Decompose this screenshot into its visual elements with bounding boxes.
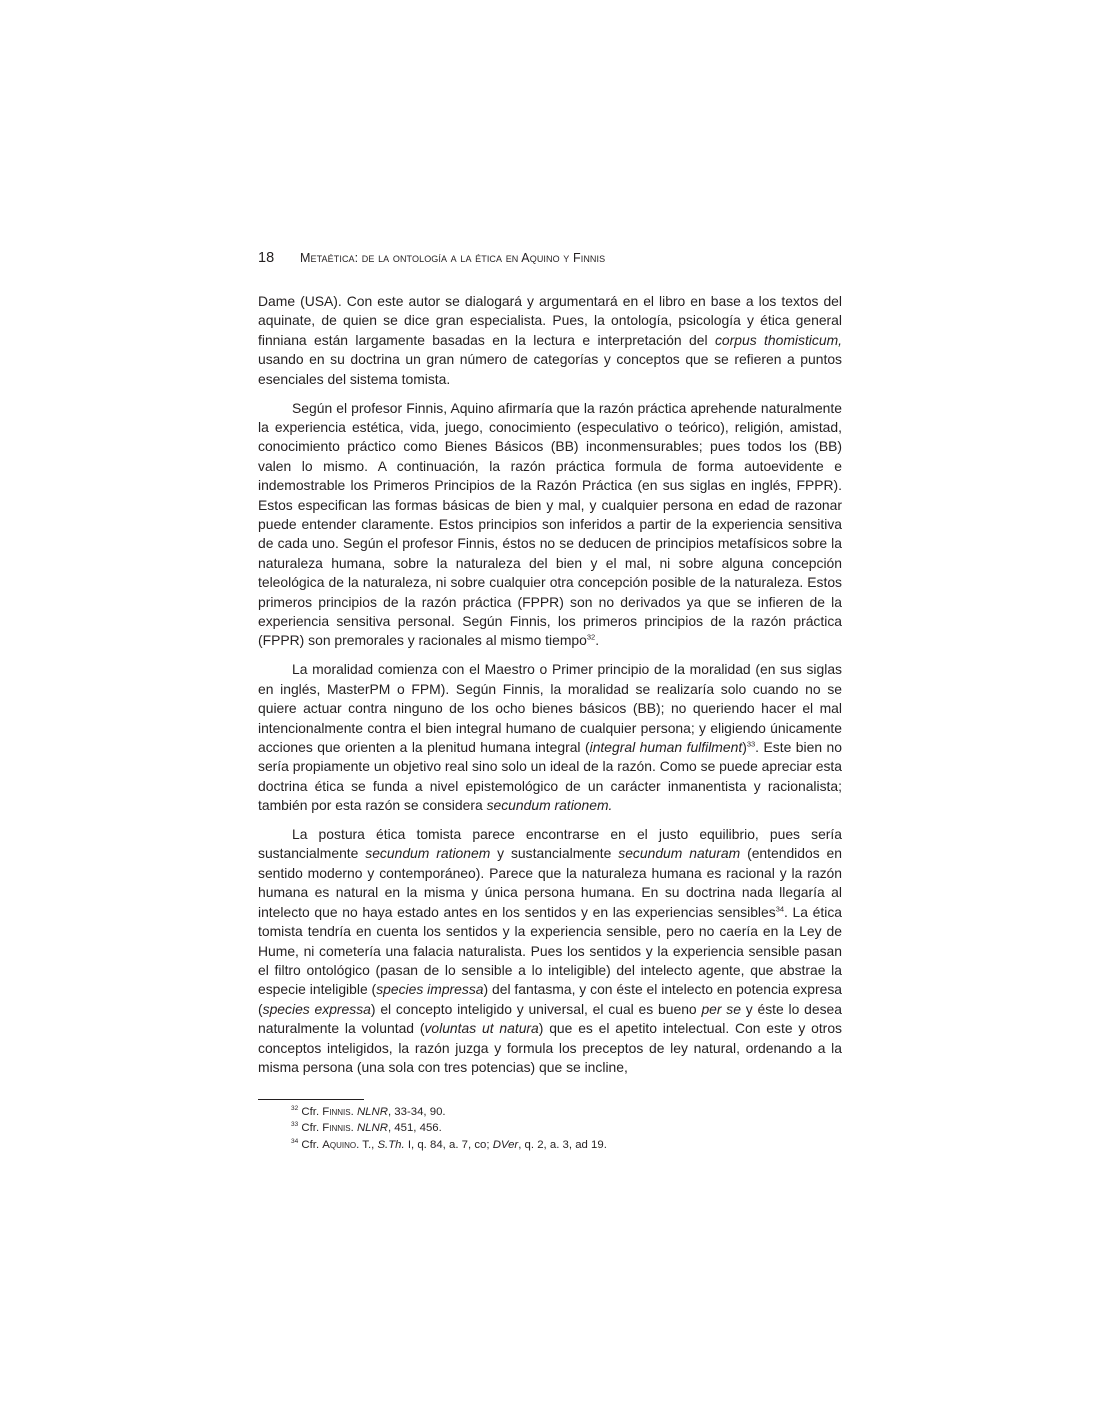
paragraph-3: La moralidad comienza con el Maestro o Primer principio de la moralidad (en sus siglas en inglés, MasterPM o FPM). Según Finnis, la moralidad se realizaría solo cuando no se quiere actuar contra ninguno de los ocho bienes básicos (BB); no queriendo hacer el mal intencionalmente contra el bien integral humano de cualquier persona; y eligiendo únicamente acciones que orienten a la plenitud humana integral (integral human fulfilment)$^{33}$. Este bien no sería propiamente un objetivo real sino solo un ideal de la razón. Como se puede apreciar esta doctrina ética se funda a nivel epistemológico de un carácter inmanentista y racionalista; también por esta razón se considera secundum rationem.	[258, 661, 842, 814]
paragraph-1: Dame (USA). Con este autor se dialogará y argumentará en el libro en base a los textos del aquinate, de quien se dice gran especialista. Pues, la ontología, psicología y ética general finniana están largamente basadas en la lectura e interpretación del corpus thomisticum, usando en su doctrina un gran número de categorías y conceptos que se refieren a puntos esenciales del sistema tomista.	[258, 293, 842, 387]
footnote-ref-34[interactable]: 34	[775, 904, 785, 914]
footnote-34: $^{34}$ Cfr. Aquino. T., S.Th. I, q. 84, a. 7, co; DVer, q. 2, a. 3, ad 19.	[291, 1138, 607, 1151]
page-number: 18	[258, 250, 275, 266]
running-title: Metaética: de la ontología a la ética en Aquino y Finnis	[300, 251, 606, 265]
footnote-divider	[258, 1099, 364, 1100]
paragraph-2: Según el profesor Finnis, Aquino afirmaría que la razón práctica aprehende naturalmente la experiencia estética, vida, juego, conocimiento (especulativo o teórico), religión, amistad, conocimiento práctico como Bienes Básicos (BB) inconmensurables; pues todos los (BB) valen lo mismo. A continuación, la razón práctica formula de forma autoevidente e indemostrable los Primeros Principios de la Razón Práctica (en sus siglas en inglés, FPPR). Estos especifican las formas básicas de bien y mal, y cualquier persona en edad de razonar puede entender claramente. Estos principios son inferidos a partir de la experiencia sensitiva de cada uno. Según el profesor Finnis, éstos no se deducen de principios metafísicos sobre la naturaleza humana, sobre la naturaleza del bien y el mal, ni sobre alguna concepción teleológica de la naturaleza, ni sobre cualquier otra concepción posible de la naturaleza. Estos primeros principios de la razón práctica (FPPR) son no derivados ya que se infieren de la experiencia sensitiva personal. Según Finnis, los primeros principios de la razón práctica (FPPR) son premorales y racionales al mismo tiempo$^{32}$.	[258, 399, 842, 649]
footnote-32: $^{32}$ Cfr. Finnis. NLNR, 33-34, 90.	[291, 1105, 446, 1118]
footnotes	[291, 1104, 842, 1153]
footnote-33: $^{33}$ Cfr. Finnis. NLNR, 451, 456.	[291, 1121, 442, 1135]
footnote-ref-33[interactable]: 33	[746, 739, 756, 749]
footnote-ref-32[interactable]: 32	[586, 632, 596, 642]
paragraph-4: La postura ética tomista parece encontrarse en el justo equilibrio, pues sería sustancialmente secundum rationem y sustancialmente secundum naturam (entendidos en sentido moderno y contemporáneo). Parece que la naturaleza humana es racional y la razón humana es natural en la misma y única persona humana. En su doctrina nada llegaría al intelecto que no haya estado antes en los sentidos y en las experiencias sensibles$^{34}$. La ética tomista tendría en cuenta los sentidos y la experiencia sensible, pero no caería en la Ley de Hume, ni cometería una falacia naturalista. Pues los sentidos y la experiencia sensible pasan el filtro ontológico (pasan de lo sensible a lo inteligible) del intelecto agente, que abstrae la especie inteligible (species impressa) del fantasma, y con éste el intelecto en potencia expresa (species expressa) el concepto inteligido y universal, el cual es bueno per se y éste lo desea naturalmente la voluntad (voluntas ut natura) que es el apetito intelectual. Con este y otros conceptos inteligidos, la razón juzga y formula los preceptos de ley natural, ordenando a la misma persona (una sola con tres potencias) que se incline,	[258, 826, 843, 1075]
body-text	[258, 292, 842, 1087]
running-header	[258, 250, 842, 266]
